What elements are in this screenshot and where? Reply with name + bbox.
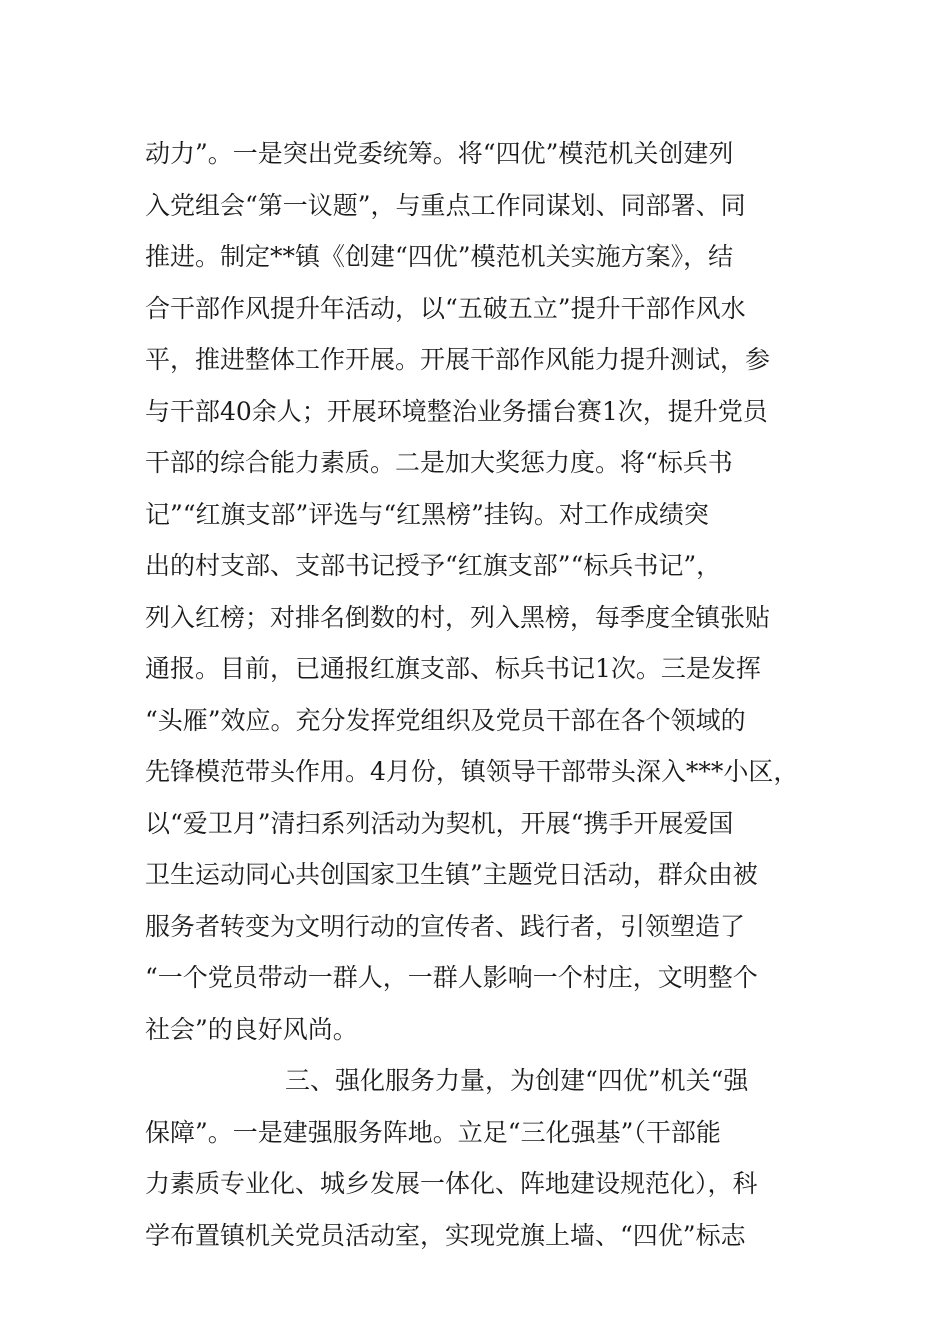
text-line: 学布置镇机关党员活动室，实现党旗上墙、“四优”标志 <box>145 1220 746 1250</box>
text-line: 合干部作风提升年活动，以“五破五立”提升干部作风水 <box>145 293 746 323</box>
section-heading-line: 三、强化服务力量，为创建“四优”机关“强 <box>285 1066 749 1095</box>
text-line: 平，推进整体工作开展。开展干部作风能力提升测试，参 <box>145 345 771 374</box>
text-line: 列入红榜；对排名倒数的村，列入黑榜，每季度全镇张贴 <box>145 602 771 632</box>
text-line: 动力”。一是突出党委统筹。将“四优”模范机关创建列 <box>145 139 734 168</box>
text-line: 保障”。一是建强服务阵地。立足“三化强基”（干部能 <box>145 1117 721 1147</box>
text-line: 以“爱卫月”清扫系列活动为契机，开展“携手开展爱国 <box>145 808 734 838</box>
text-line: 通报。目前，已通报红旗支部、标兵书记1次。三是发挥 <box>145 654 761 683</box>
text-line: “头雁”效应。充分发挥党组织及党员干部在各个领域的 <box>145 705 746 735</box>
text-line: 干部的综合能力素质。二是加大奖惩力度。将“标兵书 <box>145 448 733 477</box>
text-line: 先锋模范带头作用。4月份，镇领导干部带头深入***小区， <box>145 757 799 786</box>
text-line: 与干部40余人；开展环境整治业务擂台赛1次，提升党员 <box>145 396 768 426</box>
text-line: “一个党员带动一群人，一群人影响一个村庄，文明整个 <box>145 963 758 992</box>
text-line: 卫生运动同心共创国家卫生镇”主题党日活动，群众由被 <box>145 860 758 889</box>
text-line: 力素质专业化、城乡发展一体化、阵地建设规范化），科 <box>145 1169 758 1198</box>
text-line: 记”“红旗支部”评选与“红黑榜”挂钩。对工作成绩突 <box>145 499 709 529</box>
body-text <box>145 128 825 1261</box>
text-line: 推进。制定**镇《创建“四优”模范机关实施方案》，结 <box>145 242 734 271</box>
text-line: 出的村支部、支部书记授予“红旗支部”“标兵书记”， <box>145 551 722 580</box>
text-line: 社会”的良好风尚。 <box>145 1014 358 1044</box>
text-line: 服务者转变为文明行动的宣传者、践行者，引领塑造了 <box>145 911 746 941</box>
text-line: 入党组会“第一议题”，与重点工作同谋划、同部署、同 <box>145 190 746 220</box>
